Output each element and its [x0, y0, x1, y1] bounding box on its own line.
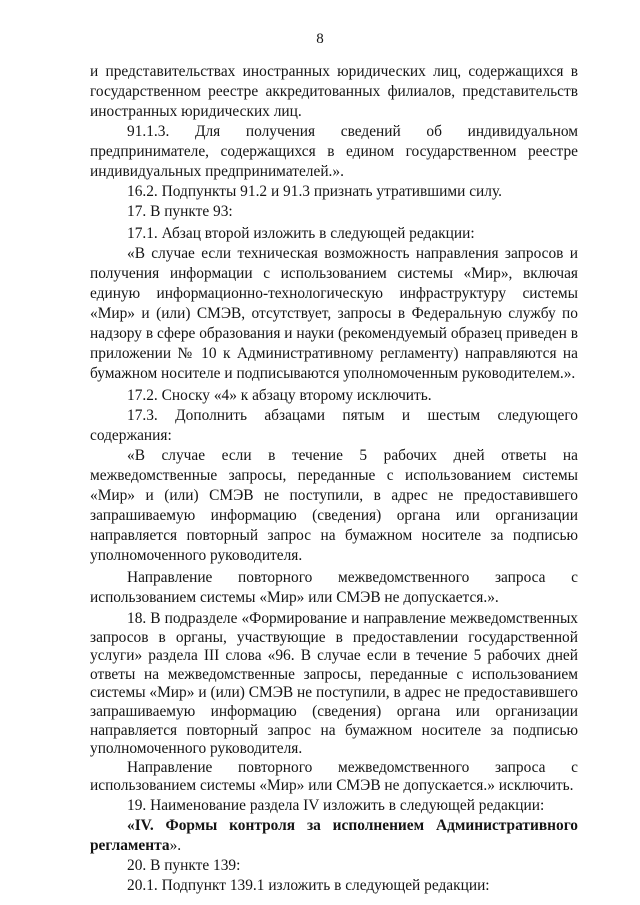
page-number: 8	[316, 31, 324, 47]
paragraph-17-1: 17.1. Абзац второй изложить в следующей редакции:	[127, 225, 475, 242]
paragraph-18-tail: Направление повторного межведомственного запроса с использованием системы «Мир» или СМЭВ не допускается.» исключить.	[90, 758, 578, 795]
paragraph-20: 20. В пункте 139:	[127, 856, 241, 874]
paragraph-20-1: 20.1. Подпункт 139.1 изложить в следующей редакции:	[127, 876, 490, 894]
document-body	[90, 62, 578, 896]
paragraph-17-3: 17.3. Дополнить абзацами пятым и шестым следующего содержания:	[90, 407, 578, 444]
section-heading-bold: «IV. Формы контроля за исполнением Административного регламента	[90, 816, 578, 854]
paragraph-19: 19. Наименование раздела IV изложить в следующей редакции:	[127, 796, 545, 814]
section-heading-quote	[90, 816, 578, 856]
paragraph-17-3-quote: «В случае если в течение 5 рабочих дней ответы на межведомственные запросы, переданные с использованием системы «Мир» и (или) СМЭВ не поступили, в адрес не предоставившего запрашиваемую информацию (сведения) органа или организации направляется повторный запрос на бумажном носителе за подписью уполномоченного руководителя.	[90, 447, 578, 564]
paragraph-91-1-3: 91.1.3. Для получения сведений об индивидуальном предпринимателе, содержащихся в едином государственном реестре индивидуальных предпринимателей.».	[90, 123, 578, 180]
paragraph-17: 17. В пункте 93:	[127, 203, 233, 220]
paragraph-18: 18. В подразделе «Формирование и направление межведомственных запросов в органы, участвующие в предоставлении государственной услуги» раздела III слова «96. В случае если в течение 5 рабочих дней ответы на межведомственные запросы, переданные с использованием системы «Мир» и (или) СМЭВ не поступили, в адрес не предоставившего запрашиваемую информацию (сведения) органа или организации направляется повторный запрос на бумажном носителе за подписью уполномоченного руководителя.	[90, 610, 578, 758]
section-heading-tail: ».	[169, 836, 182, 854]
paragraph-continuation: и представительствах иностранных юридических лиц, содержащихся в государственном реестре аккредитованных филиалов, представительств иностранных юридических лиц.	[90, 63, 578, 120]
paragraph-17-1-quote: «В случае если техническая возможность направления запросов и получения информации с использованием системы «Мир», включая единую информационно-технологическую инфраструктуру системы «Мир» и (или) СМЭВ, отсутствует, запросы в Федеральную службу по надзору в сфере образования и науки (рекомендуемый образец приведен в приложении № 10 к Административному регламенту) направляются на бумажном носителе и подписываются уполномоченным руководителем.».	[90, 245, 578, 382]
paragraph-repeat-request: Направление повторного межведомственного запроса с использованием системы «Мир» или СМЭВ не допускается.».	[90, 569, 578, 606]
paragraph-16-2: 16.2. Подпункты 91.2 и 91.3 признать утратившими силу.	[127, 183, 502, 200]
paragraph-17-2: 17.2. Сноску «4» к абзацу второму исключить.	[127, 387, 432, 404]
